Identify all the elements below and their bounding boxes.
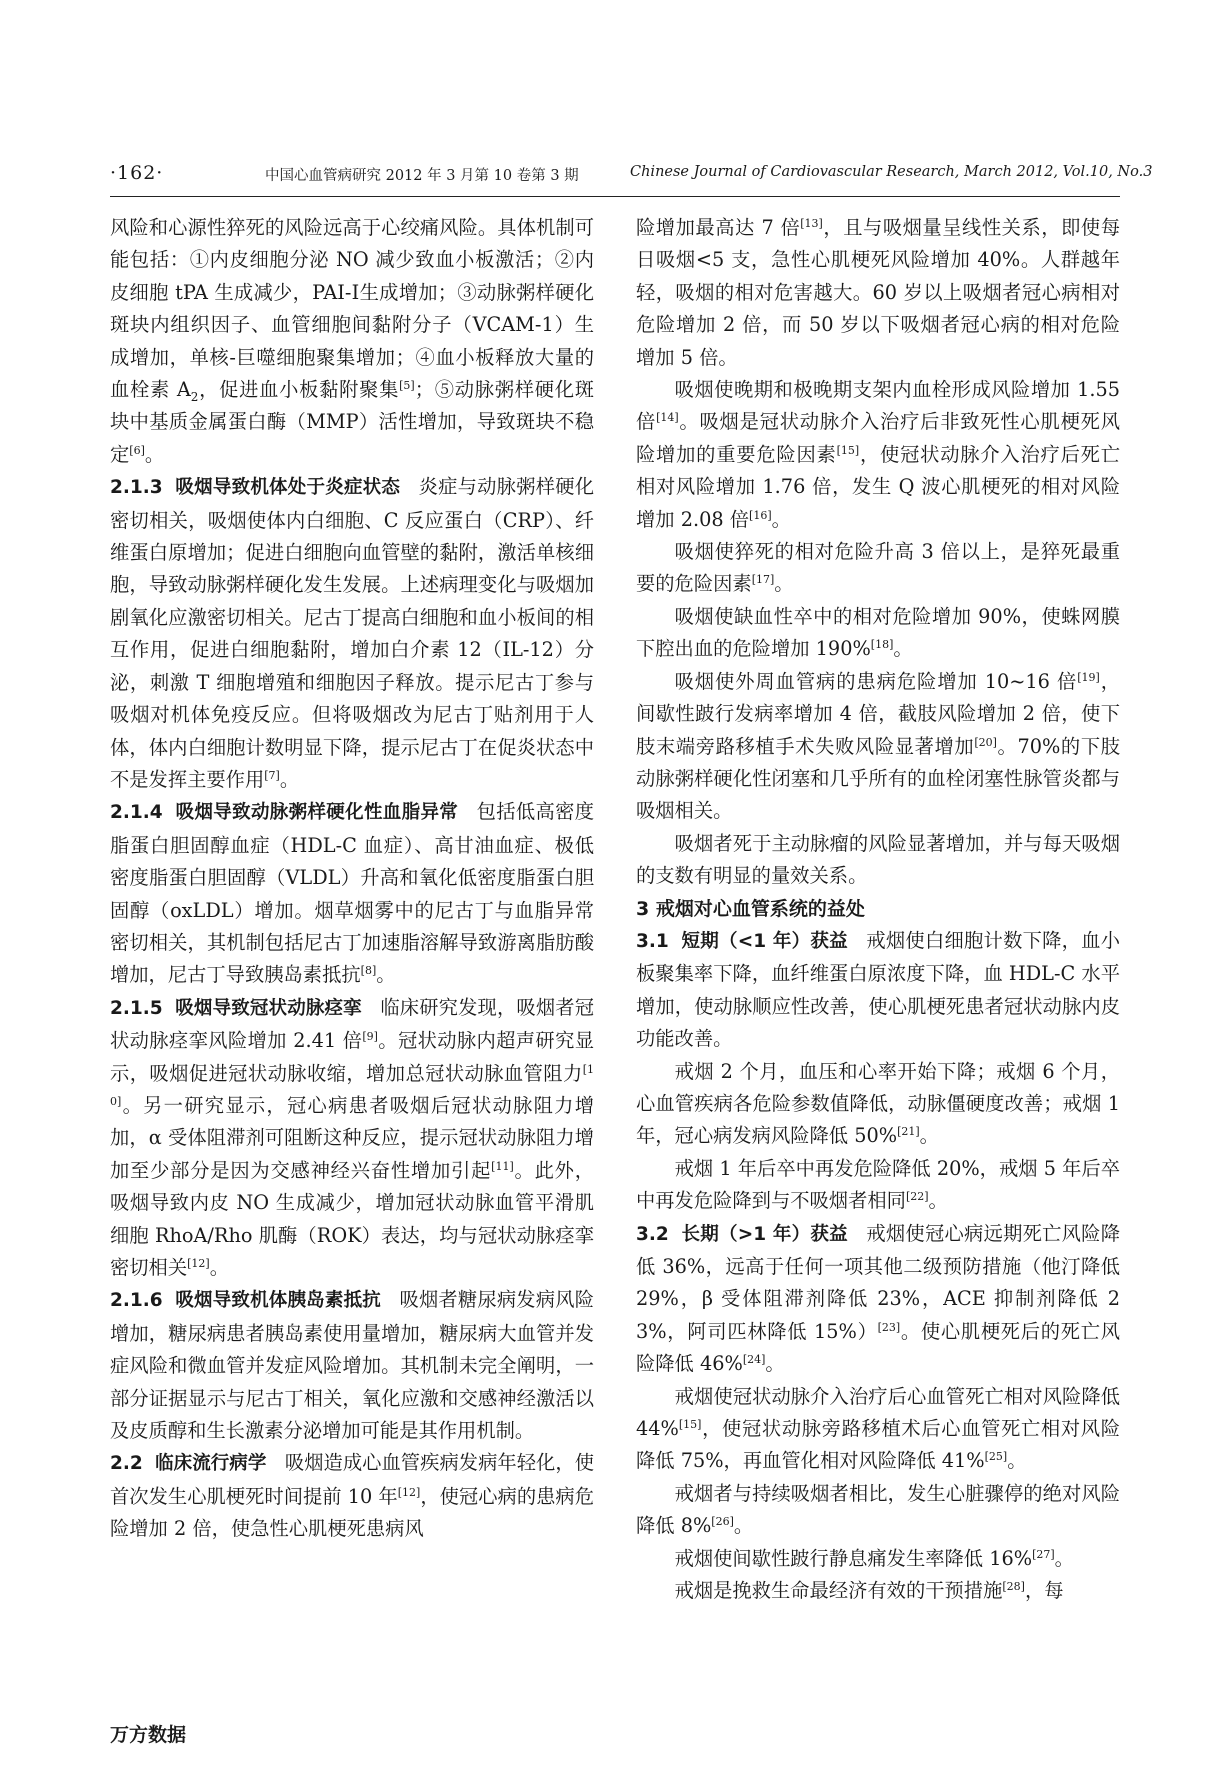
citation: [25] <box>984 1450 1008 1464</box>
citation: [21] <box>897 1125 920 1139</box>
section-number: 3.1 <box>636 930 669 952</box>
section-3-heading: 3 戒烟对心血管系统的益处 <box>636 897 865 920</box>
section-title: 吸烟导致冠状动脉痉挛 <box>175 997 362 1019</box>
section-3-1: 3.1 短期（<1 年）获益 戒烟使白细胞计数下降，血小板聚集率下降，血纤维蛋白原浓度下降，血 HDL-C 水平增加，使动脉顺应性改善，使心肌梗死患者冠状动脉内皮功能改善。 <box>636 928 1120 1051</box>
citation: [5] <box>399 379 415 393</box>
paragraph-mechanisms: 风险和心源性猝死的风险远高于心绞痛风险。具体机制可能包括：①内皮细胞分泌 NO 减少致血小板激活；②内皮细胞 tPA 生成减少，PAI-Ⅰ生成增加；③动脉粥样硬化斑块内组织因子、血管细胞间黏附分子（VCAM-1）生成增加，单核-巨噬细胞聚集增加；④血小板释放大量的血栓素 $A_2$，促进血小板黏附聚集[5]；⑤动脉粥样硬化斑块中基质金属蛋白酶（MMP）活性增加，导致斑块不稳定[6]。 <box>110 216 595 466</box>
paragraph-ami-risk: 险增加最高达 7 倍[13]，且与吸烟量呈线性关系，即使每日吸烟<5 支，急性心肌梗死风险增加 40%。人群越年轻，吸烟的相对危害越大。60 岁以上吸烟者冠心病相对危险增加 2 倍，而 50 岁以下吸烟者冠心病的相对危险增加 5 倍。 <box>636 216 1121 369</box>
journal-title-en: Chinese Journal of Cardiovascular Research, March 2012, Vol.10, No.3 <box>630 164 1153 180</box>
citation: [26] <box>711 1515 734 1529</box>
paragraph-aneurysm: 吸烟者死于主动脉瘤的风险显著增加，并与每天吸烟的支数有明显的量效关系。 <box>636 831 1120 888</box>
citation: [13] <box>800 217 823 230</box>
citation: [17] <box>751 573 775 587</box>
citation: [27] <box>1032 1547 1055 1561</box>
citation: [14] <box>656 411 679 425</box>
citation: [12] <box>187 1257 210 1270</box>
section-2-1-4: 2.1.4 吸烟导致动脉粥样硬化性血脂异常 包括低高密度脂蛋白胆固醇血症（HDL-C 血症）、高甘油血症、极低密度脂蛋白胆固醇（VLDL）升高和氧化低密度脂蛋白胆固醇（oxLDL）增加。烟草烟雾中的尼古丁与血脂异常密切相关，其机制包括尼古丁加速脂溶解导致游离脂肪酸增加，尼古丁导致胰岛素抵抗[8]。 <box>110 800 594 987</box>
section-number: 2.1.5 <box>110 997 163 1019</box>
paragraph-sudden-death: 吸烟使猝死的相对危险升高 3 倍以上，是猝死最重要的危险因素[17]。 <box>636 540 1120 596</box>
right-column <box>636 212 1120 1607</box>
section-title: 吸烟导致机体胰岛素抵抗 <box>175 1290 381 1312</box>
citation: [15] <box>678 1418 702 1432</box>
paragraph-quit-2-months: 戒烟 2 个月，血压和心率开始下降；戒烟 6 个月，心血管疾病各危险参数值降低，动脉僵硬度改善；戒烟 1 年，冠心病发病风险降低 50%[21]。 <box>636 1059 1120 1148</box>
citation: [15] <box>836 443 860 457</box>
section-number: 2.1.6 <box>110 1290 163 1312</box>
section-number: 2.2 <box>110 1453 143 1475</box>
paragraph-cardiac-arrest: 戒烟者与持续吸烟者相比，发生心脏骤停的绝对风险降低 8%[26]。 <box>636 1481 1120 1538</box>
citation: [18] <box>870 638 894 652</box>
paragraph-peripheral: 吸烟使外周血管病的患病危险增加 10~16 倍[19]，间歇性跛行发病率增加 4 倍，截肢风险增加 2 倍，使下肢末端旁路移植手术失败风险显著增加[20]。70%的下肢动脉粥样硬化性闭塞和几乎所有的血栓闭塞性脉管炎都与吸烟相关。 <box>636 669 1121 823</box>
journal-title-cn: 中国心血管病研究 2012 年 3 月第 10 卷第 3 期 <box>265 168 579 184</box>
citation: [22] <box>905 1190 929 1204</box>
paragraph-pci-mortality: 戒烟使冠状动脉介入治疗后心血管死亡相对风险降低 44%[15]，使冠状动脉旁路移植术后心血管死亡相对风险降低 75%，再血管化相对风险降低 41%[25]。 <box>636 1384 1120 1473</box>
citation: [8] <box>360 964 377 978</box>
section-2-1-3: 2.1.3 吸烟导致机体处于炎症状态 炎症与动脉粥样硬化密切相关，吸烟使体内白细胞、C 反应蛋白（CRP）、纤维蛋白原增加；促进白细胞向血管壁的黏附，激活单核细胞，导致动脉粥样硬化发生发展。上述病理变化与吸烟加剧氧化应激密切相关。尼古丁提高白细胞和血小板间的相互作用，促进白细胞黏附，增加白介素 12（IL-12）分泌，刺激 T 细胞增殖和细胞因子释放。提示尼古丁参与吸烟对机体免疫反应。但将吸烟改为尼古丁贴剂用于人体，体内白细胞计数明显下降，提示尼古丁在促炎状态中不是发挥主要作用[7]。 <box>110 475 594 791</box>
citation: [10] <box>110 1062 594 1108</box>
section-2-1-5: 2.1.5 吸烟导致冠状动脉痉挛 临床研究发现，吸烟者冠状动脉痉挛风险增加 2.41 倍[9]。冠状动脉内超声研究显示，吸烟促进冠状动脉收缩，增加总冠状动脉血管阻力[10]。另一研究显示，冠心病患者吸烟后冠状动脉阻力增加，α 受体阻滞剂可阻断这种反应，提示冠状动脉阻力增加至少部分是因为交感神经兴奋性增加引起[11]。此外，吸烟导致内皮 NO 生成减少，增加冠状动脉血管平滑肌细胞 RhoA/Rho 肌酶（ROK）表达，均与冠状动脉痉挛密切相关[12]。 <box>110 995 595 1279</box>
section-number: 3.2 <box>636 1223 669 1245</box>
running-header <box>110 162 1153 190</box>
section-3-2: 3.2 长期（>1 年）获益 戒烟使冠心病远期死亡风险降低 36%，远高于任何一项其他二级预防措施（他汀降低 29%，β 受体阻滞剂降低 23%，ACE 抑制剂降低 23%，阿司匹林降低 15%）[23]。使心肌梗死后的死亡风险降低 46%[24]。 <box>636 1221 1121 1376</box>
citation: [9] <box>362 1030 378 1044</box>
section-number: 2.1.3 <box>110 477 163 499</box>
section-title: 吸烟导致机体处于炎症状态 <box>175 477 401 499</box>
header-rule <box>110 196 1120 197</box>
citation: [7] <box>264 768 280 782</box>
citation: [28] <box>1002 1580 1025 1594</box>
section-title: 吸烟导致动脉粥样硬化性血脂异常 <box>175 802 459 824</box>
section-number: 2.1.4 <box>110 802 163 824</box>
section-title: 临床流行病学 <box>155 1453 267 1475</box>
left-column <box>110 212 594 1546</box>
section-title: 短期（<1 年）获益 <box>681 930 848 952</box>
citation: [16] <box>749 508 772 522</box>
section-2-2: 2.2 临床流行病学 吸烟造成心血管疾病发病年轻化，使首次发生心肌梗死时间提前 10 年[12]，使冠心病的患病危险增加 2 倍，使急性心肌梗死患病风 <box>110 1451 595 1541</box>
paragraph-cost-effective: 戒烟是挽救生命最经济有效的干预措施[28]，每 <box>674 1579 1064 1603</box>
paragraph-stent-thrombosis: 吸烟使晚期和极晚期支架内血栓形成风险增加 1.55 倍[14]。吸烟是冠状动脉介入治疗后非致死性心肌梗死风险增加的重要危险因素[15]，使冠状动脉介入治疗后死亡相对风险增加 1.76 倍，发生 Q 波心肌梗死的相对风险增加 2.08 倍[16]。 <box>636 378 1121 531</box>
citation: [11] <box>491 1159 514 1173</box>
citation: [6] <box>129 443 145 457</box>
page-number: ·162· <box>110 162 164 184</box>
paragraph-claudication: 戒烟使间歇性跛行静息痛发生率降低 16%[27]。 <box>674 1546 1074 1570</box>
watermark: 万方数据 <box>110 1724 187 1746</box>
citation: [23] <box>877 1320 901 1334</box>
citation: [24] <box>742 1353 766 1367</box>
citation: [19] <box>1077 670 1100 684</box>
paragraph-quit-stroke: 戒烟 1 年后卒中再发危险降低 20%，戒烟 5 年后卒中再发危险降到与不吸烟者相同[22]。 <box>636 1156 1120 1213</box>
citation: [20] <box>974 735 997 749</box>
paragraph-stroke: 吸烟使缺血性卒中的相对危险增加 90%，使蛛网膜下腔出血的危险增加 190%[18]。 <box>636 604 1120 661</box>
citation: [12] <box>397 1485 421 1499</box>
section-2-1-6: 2.1.6 吸烟导致机体胰岛素抵抗 吸烟者糖尿病发病风险增加，糖尿病患者胰岛素使用量增加，糖尿病大血管并发症风险和微血管并发症风险增加。其机制未完全阐明，一部分证据显示与尼古丁相关，氧化应激和交感神经激活以及皮质醇和生长激素分泌增加可能是其作用机制。 <box>110 1288 595 1443</box>
section-title: 长期（>1 年）获益 <box>681 1223 848 1245</box>
